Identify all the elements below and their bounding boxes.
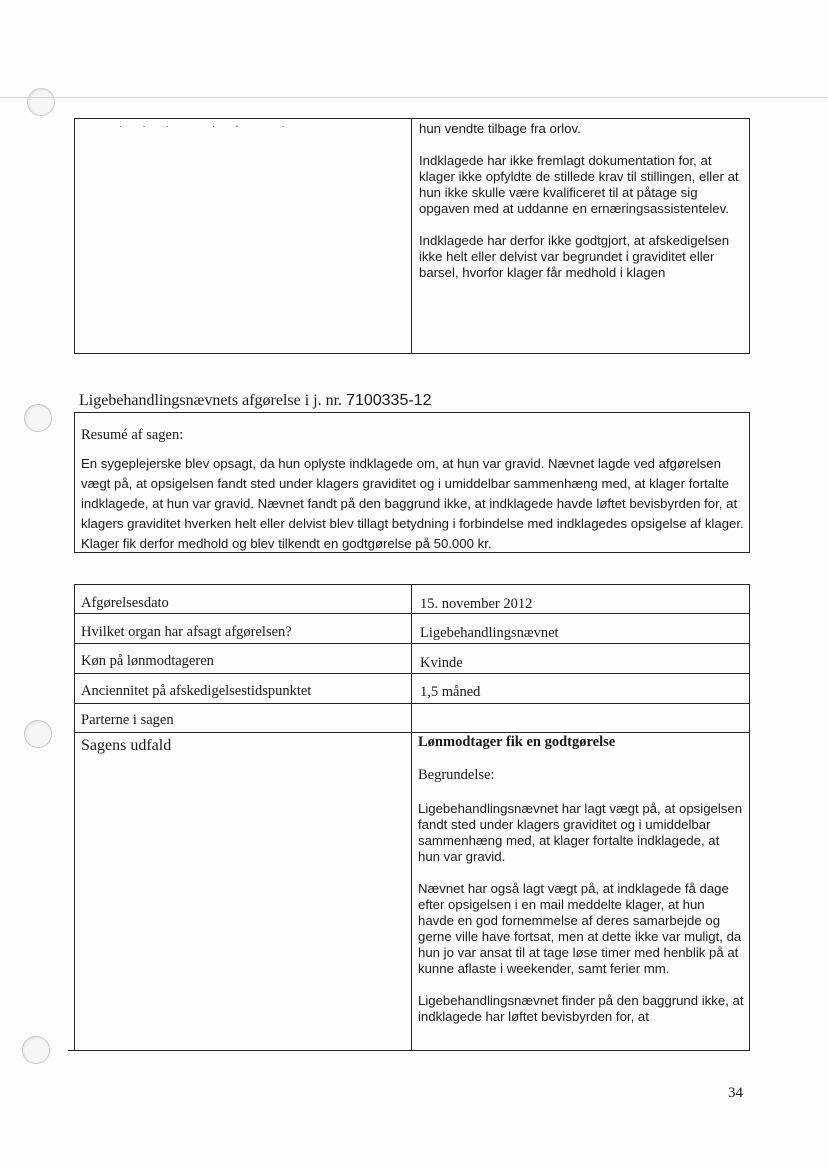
issuing-body-value: Ligebehandlingsnævnet [420,625,559,641]
outcome-column [418,734,744,1041]
reason-paragraph: Ligebehandlingsnævnet har lagt vægt på, at opsigelsen fandt sted under klagers graviditet og i umiddelbar sammenhæng med, at klager fortalte indklagede, at hun var gravid. [418,801,743,864]
seniority-value: 1,5 måned [420,684,481,700]
row-divider [75,703,749,704]
case-number: 7100335-12 [346,392,432,409]
decision-date-label: Afgørelsesdato [81,595,169,611]
reason-paragraph: Nævnet har også lagt vægt på, at indklagede få dage efter opsigelsen i en mail meddelte klager, at hun havde en god fornemmelse af deres samarbejde og gerne ville have fortsat, men at dette ikke var muligt, da hun jo var ansat til at tage løse timer med henblik på at kunne aflaste i weekender, samt ferier mm. [418,881,742,976]
table-bottom-edge [68,1050,750,1051]
column-divider [411,119,412,353]
employee-gender-value: Kvinde [420,655,463,671]
parties-label: Parterne i sagen [81,712,174,728]
row-divider [75,732,749,733]
binder-hole [22,1036,50,1064]
faint-marks: ··· ·- · [119,121,305,132]
decision-heading [79,392,431,410]
outcome-value: Lønmodtager fik en godtgørelse [418,734,616,750]
outcome-label: Sagens udfald [81,737,172,754]
continued-paragraph: Indklagede har derfor ikke godtgjort, at afskedigelsen ikke helt eller delvist var begrundet i graviditet eller barsel, hvorfor klager får medhold i klagen [419,233,730,280]
case-summary-box [74,412,750,553]
decision-date-value: 15. november 2012 [420,596,533,612]
column-divider [411,585,412,1050]
continued-text-column [419,121,745,297]
reason-label: Begrundelse: [418,767,495,783]
continued-paragraph: hun vendte tilbage fra orlov. [419,121,581,136]
binder-hole [24,404,52,432]
summary-label: Resumé af sagen: [81,427,184,443]
row-divider [75,673,749,674]
decision-heading-text: Ligebehandlingsnævnets afgørelse i j. nr. [79,392,343,409]
page-number: 34 [728,1085,743,1101]
case-details-table [74,584,750,1050]
row-divider [75,613,749,614]
continued-paragraph: Indklagede har ikke fremlagt dokumentation for, at klager ikke opfyldte de stillede krav til stillingen, eller at hun ikke skulle være kvalificeret til at påtage sig opgaven med at uddanne en ernæringsassistentelev. [419,153,739,216]
scan-edge-line [0,97,828,98]
binder-hole [24,720,52,748]
continued-table [74,118,750,354]
reason-paragraph: Ligebehandlingsnævnet finder på den baggrund ikke, at indklagede har løftet bevisbyrden for, at [418,993,744,1024]
row-divider [75,643,749,644]
binder-hole [27,88,55,116]
issuing-body-label: Hvilket organ har afsagt afgørelsen? [81,624,292,640]
summary-text: En sygeplejerske blev opsagt, da hun oplyste indklagede om, at hun var gravid. Nævnet lagde ved afgørelsen vægt på, at opsigelsen fandt sted under klagers graviditet og i umiddelbar sammenhæng med, at klager fortalte indklagede, at hun var gravid. Nævnet fandt på den baggrund ikke, at indklagede havde løftet bevisbyrden for, at klagers graviditet hverken helt eller delvist blev tillagt betydning i forbindelse med indklagedes opsigelse af klager. Klager fik derfor medhold og blev tilkendt en godtgørelse på 50.000 kr. [81,456,744,551]
seniority-label: Anciennitet på afskedigelsestidspunktet [81,683,312,699]
employee-gender-label: Køn på lønmodtageren [81,653,214,669]
